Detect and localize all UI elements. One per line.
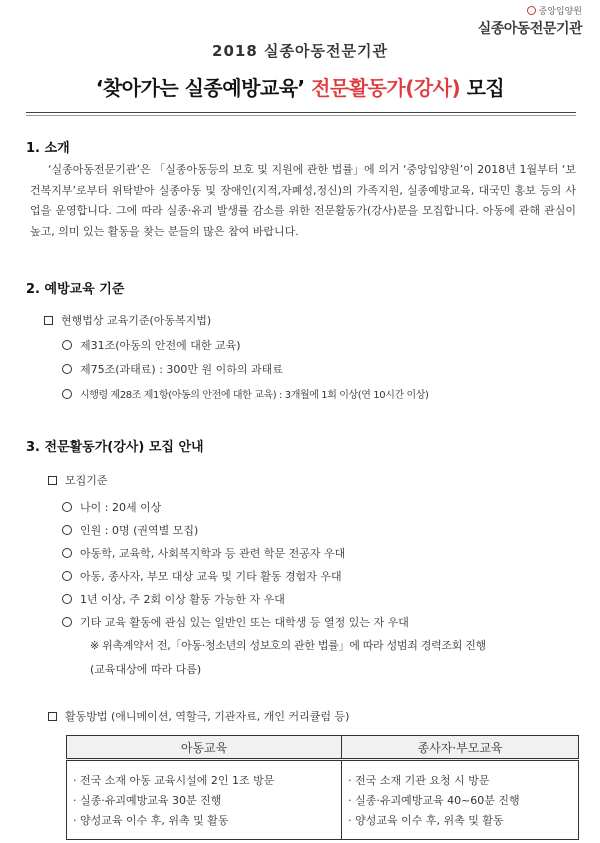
circle-bullet-icon (62, 548, 72, 558)
title-divider-thin (26, 115, 576, 116)
recruit-item: 인원 : 0명 (권역별 모집) (62, 522, 198, 538)
square-bullet-icon (48, 712, 57, 721)
org-mark-icon (527, 6, 536, 15)
table-cell-line: · 양성교육 이수 후, 위촉 및 활동 (348, 814, 504, 827)
circle-bullet-icon (62, 525, 72, 535)
circle-bullet-icon (62, 364, 72, 374)
table-cell-line: · 전국 소재 아동 교육시설에 2인 1조 방문 (73, 774, 275, 787)
section-1-body (30, 160, 576, 242)
table-cell-line: · 실종·유괴예방교육 30분 진행 (73, 794, 222, 807)
table-header: 종사자·부모교육 (342, 736, 579, 760)
square-bullet-icon (48, 476, 57, 485)
section-2-sub: 현행법상 교육기준(아동복지법) (44, 312, 211, 328)
activity-table (66, 735, 579, 840)
logo-name: 실종아동전문기관 (477, 21, 582, 37)
circle-bullet-icon (62, 594, 72, 604)
table-cell (342, 760, 579, 840)
note-line: ※ 위촉계약서 전,「아동·청소년의 성보호의 관한 법률」에 따라 성범죄 경력조회 진행 (90, 639, 486, 652)
logo-org-text: 중앙입양원 (538, 7, 582, 17)
logo (478, 4, 582, 38)
table-header-row (67, 736, 579, 760)
square-bullet-icon (44, 316, 53, 325)
recruit-item: 아동, 종사자, 부모 대상 교육 및 기타 활동 경험자 우대 (62, 568, 342, 584)
title-prefix: ‘찾아가는 실종예방교육’ (95, 76, 305, 100)
table-cell-line: · 전국 소재 기관 요청 시 방문 (348, 774, 490, 787)
recruit-item: 나이 : 20세 이상 (62, 499, 161, 515)
table-row (67, 760, 579, 840)
criteria-item: 제31조(아동의 안전에 대한 교육) (62, 337, 241, 353)
section-3-heading: 3. 전문활동가(강사) 모집 안내 (26, 440, 204, 455)
page-title (0, 72, 600, 101)
intro-paragraph: ‘실종아동전문기관’은 「실종아동등의 보호 및 지원에 관한 법률」에 의거 ‘중앙입양원’이 2018년 1월부터 ‘보건복지부’로부터 위탁받아 실종아동 및 장애인(지적,자폐성,정신)의 가족지원, 실종예방교육, 대국민 홍보 등의 사업을 운영합니다. 그에 따라 실종·유괴 발생률 감소를 위한 전문활동가(강사)분을 모집합니다. 아동에 관해 관심이 높고, 의미 있는 활동을 찾는 분들의 많은 참여 바랍니다. (30, 163, 576, 238)
note-line: (교육대상에 따라 다름) (90, 663, 202, 676)
criteria-item: 제75조(과태료) : 300만 원 이하의 과태료 (62, 361, 283, 377)
section-1-heading: 1. 소개 (26, 141, 70, 156)
circle-bullet-icon (62, 502, 72, 512)
section-3-sub-activity: 활동방법 (애니메이션, 역할극, 기관자료, 개인 커리큘럼 등) (48, 708, 349, 724)
circle-bullet-icon (62, 571, 72, 581)
title-suffix: 모집 (466, 76, 505, 100)
recruit-item: 아동학, 교육학, 사회복지학과 등 관련 학문 전공자 우대 (62, 545, 345, 561)
logo-org (478, 4, 582, 17)
criteria-item: 시행령 제28조 제1항(아동의 안전에 대한 교육) : 3개월에 1회 이상(연 10시간 이상) (62, 386, 429, 401)
recruit-item: 1년 이상, 주 2회 이상 활동 가능한 자 우대 (62, 591, 285, 607)
page-subtitle: 2018 실종아동전문기관 (212, 42, 388, 60)
table-cell-line: · 양성교육 이수 후, 위촉 및 활동 (73, 814, 229, 827)
table-cell (67, 760, 342, 840)
title-highlight: 전문활동가(강사) (311, 76, 461, 100)
title-divider (26, 112, 576, 113)
circle-bullet-icon (62, 389, 72, 399)
section-3-sub-recruit: 모집기준 (48, 472, 108, 488)
table-header: 아동교육 (67, 736, 342, 760)
table-cell-line: · 실종·유괴예방교육 40~60분 진행 (348, 794, 520, 807)
section-2-heading: 2. 예방교육 기준 (26, 282, 125, 297)
recruit-item: 기타 교육 활동에 관심 있는 일반인 또는 대학생 등 열정 있는 자 우대 (62, 614, 409, 630)
circle-bullet-icon (62, 617, 72, 627)
circle-bullet-icon (62, 340, 72, 350)
